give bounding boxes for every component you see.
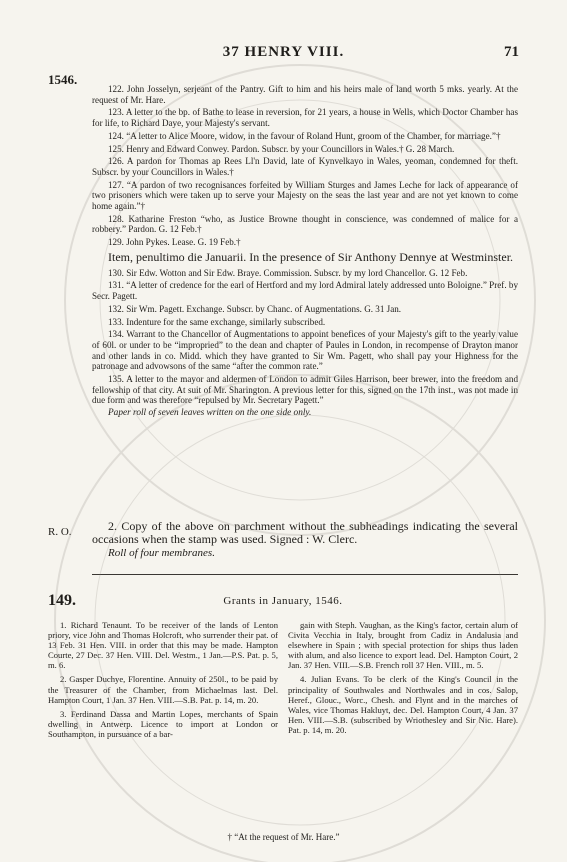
entry-item: 129. John Pykes. Lease. G. 19 Feb.† xyxy=(108,237,241,248)
entries-group-a xyxy=(92,84,518,248)
entry-item: 127. “A pardon of two recognisances forfeited by William Sturges and James Leche for lack of appearance of two prisoners which were taken up to serve your Majesty on the seas the last year and are not yet known to come home again.”† xyxy=(92,179,518,211)
grants-column-right xyxy=(288,620,518,739)
entry-item: 122. John Josselyn, serjeant of the Pantry. Gift to him and his heirs male of land worth 5 mks. yearly. At the request of Mr. Hare. xyxy=(92,84,518,105)
footnote: † “At the request of Mr. Hare.” xyxy=(227,832,340,842)
divider-rule xyxy=(92,574,518,575)
grants-number: 149. xyxy=(48,592,76,609)
entry-item: 125. Henry and Edward Conwey. Pardon. Subscr. by your Councillors in Wales.† G. 28 March. xyxy=(108,143,455,154)
paragraph-2-text: 2. Copy of the above on parchment without the subheadings indicating the several occasions when the stamp was used. Signed : W. Clerc. xyxy=(92,519,518,547)
grant-item: 2. Gasper Duchye, Florentine. Annuity of 250l., to be paid by the Treasurer of the Chamber, from Michaelmas last. Del. Hampton Court, 1 Jan. 37 Hen. VIII.—S.B. Pat. p. 14, m. 20. xyxy=(48,674,278,705)
entry-item: 128. Katharine Freston “who, as Justice Browne thought in conscience, was condemned of malice for a robbery.” Pardon. G. 12 Feb.† xyxy=(92,213,518,235)
page-header xyxy=(0,44,567,64)
grant-item: 1. Richard Tenaunt. To be receiver of the lands of Lenton priory, vice John and Thomas Holcroft, who surrender their pat. of 13 Feb. 31 Hen. VIII. in order that this may be made. Hampton Courte, 27 Dec. 37 Hen. VIII. Del. Westm., 1 Jan.—P.S. Pat. p. 5, m. 6. xyxy=(48,620,278,671)
paper-roll-note: Paper roll of seven leaves written on the one side only. xyxy=(108,407,312,418)
roll-four-note: Roll of four membranes. xyxy=(108,546,215,559)
entry-item: 135. A letter to the mayor and aldermen of London to admit Giles Harrison, beer brewer, into the freedom and fellowship of that city. At suit of Mr. Sharington. A previous letter for this, signed on the 17th inst., was not made in due form and was therefore “repulsed by Mr. Secretary Pagett.” xyxy=(92,373,518,406)
entry-item: 123. A letter to the bp. of Bathe to lease in reversion, for 21 years, a house in Wells, which Doctor Chamber has for life, to Richard Daye, your Majesty's servant. xyxy=(92,107,518,128)
page-number: 71 xyxy=(504,44,519,60)
entry-item: 131. “A letter of credence for the earl of Hertford and my lord Admiral lately addressed unto Boloigne.” Pref. by Secr. Pagett. xyxy=(92,280,518,301)
entry-item: 130. Sir Edw. Wotton and Sir Edw. Braye. Commission. Subscr. by my lord Chancellor. G. 12 Feb. xyxy=(108,267,468,278)
entry-item: 134. Warrant to the Chancellor of Augmentations to appoint benefices of your Majesty's gift to the yearly value of 60l. or under to be “impropried” to the dean and chapter of Paules in London, in recompense of Drayton manor and other lands in co. Midd. which they have granted to Sir Wm. Pagett, who shall pay your Highness for the patronage and advowsons of the same “after the common rate.” xyxy=(92,329,518,372)
margin-year: 1546. xyxy=(48,72,78,87)
entries-body xyxy=(92,84,518,420)
grants-column-left xyxy=(48,620,278,743)
entry-item: 126. A pardon for Thomas ap Rees Ll'n David, late of Kynvelkayo in Wales, yeoman, condemned for theft. Subscr. by your Councillors in Wales.† xyxy=(92,156,518,177)
entry-item: 124. “A letter to Alice Moore, widow, in the favour of Roland Hunt, groom of the Chamber, for marriage.”† xyxy=(108,130,501,141)
grant-item: gain with Steph. Vaughan, as the King's factor, certain alum of Civita Vecchia in Italy, brought from Cadiz in Andalusia and elsewhere in Spain ; with special protection for ships thus laden with alum, and also licence to export lead. Del. Hampton Court, 2 Jan. 37 Hen. VIII.—S.B. French roll 37 Hen. VIII., m. 5. xyxy=(288,620,518,671)
entry-item: 132. Sir Wm. Pagett. Exchange. Subscr. by Chanc. of Augmentations. G. 31 Jan. xyxy=(108,303,402,314)
paragraph-2 xyxy=(92,520,518,560)
margin-ro: R. O. xyxy=(48,526,72,538)
entry-item: 133. Indenture for the same exchange, similarly subscribed. xyxy=(108,316,326,327)
grants-heading xyxy=(48,594,518,612)
grants-title: Grants in January, 1546. xyxy=(223,595,343,607)
grant-item: 4. Julian Evans. To be clerk of the King's Council in the principality of Southwales and Northwales and in cos. Salop, Heref., Glouc., Worc., Chesh. and Flynt and in the marches of Wales, vice Thomas Hakluyt, dec. Del. Hampton Court, 4 Jan. 37 Hen. VIII.—S.B. (subscribed by Wriothesley and Sir Nic. Hare). Pat. p. 14, m. 20. xyxy=(288,674,518,735)
running-head: 37 HENRY VIII. xyxy=(222,44,345,60)
grant-item: 3. Ferdinand Dassa and Martin Lopes, merchants of Spain dwelling in Antwerp. Licence to import at London or Southampton, in pursuance of a bar- xyxy=(48,708,278,739)
section-heading: Item, penultimo die Januarii. In the presence of Sir Anthony Dennye at Westminster. xyxy=(108,249,514,264)
entries-group-b xyxy=(92,268,518,406)
